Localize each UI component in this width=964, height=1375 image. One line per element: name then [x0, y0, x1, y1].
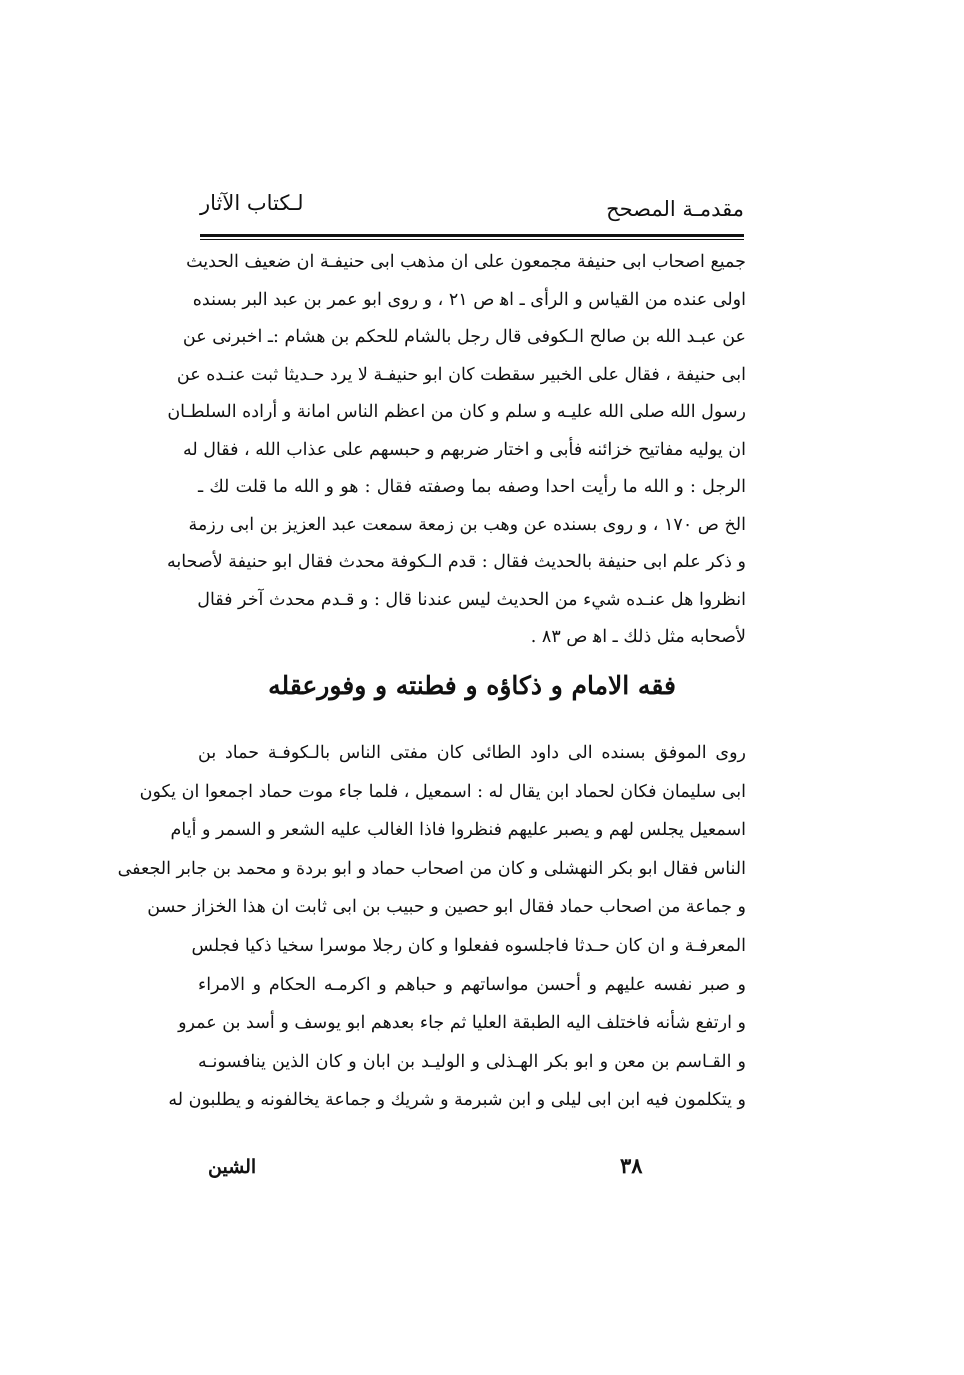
text-line: ابى سليمان فكان لحماد ابن يقال له : اسمعيل ، فلما جاء موت حماد اجمعوا ان يكون	[139, 781, 746, 802]
text-line: اسمعيل يجلس لهم و يصبر عليهم فنظروا فاذا الغالب عليه الشعر و السمر و أيام	[170, 820, 746, 841]
text-line: و جماعة من اصحاب حماد فقال ابو حصين و حبيب بن ابى ثابت ان هذا الخزاز حسن	[147, 897, 746, 918]
text-line: انظروا هل عنـده شيء من الحديث ليس عندنا قال : و قـدم محدث آخر فقال	[197, 589, 746, 610]
text-line: اولى عنده من القياس و الرأى ـ اﻫ ص ٢١ ، و روى ابو عمر بن عبد البر بسنده	[192, 289, 746, 310]
text-line: و صبر نفسه عليهم و أحسن مواساتهم و حباهم و اكرمـه الحكام و الامراء	[198, 974, 746, 995]
text-line: ان يوليه مفاتيح خزائنه فأبى و اختار ضربهم و حبسهم على عذاب الله ، فقال له	[182, 439, 746, 460]
text-line: عن عبـد الله بن صالح الـكوفى قال رجل بالشام للحكم بن هشام :ـ اخبرنى عن	[182, 327, 746, 347]
text-line: و ارتفع شأنه فاختلف اليه الطبقة العليا ثم جاء بعدهم ابو يوسف و أسد بن عمرو	[178, 1013, 746, 1034]
text-line: روى الموفق بسنده الى داود الطائى كان مفتى الناس بالـكوفـة حماد بن	[198, 743, 746, 763]
text-line: ابى حنيفة ، فقال على الخبير سقطت كان ابو حنيفـة لا يرد حـديثا ثبت عنـده عن	[176, 364, 746, 385]
header-rule-thick	[200, 234, 744, 237]
second-text-block	[117, 734, 746, 1120]
text-line: و ذكر علم ابى حنيفة بالحديث فقال : قدم الـكوفة محدث فقال ابو حنيفة لأصحابه	[166, 552, 746, 572]
text-line: لأصحابه مثل ذلك ـ اﻫ ص ٨٣ .	[530, 627, 746, 647]
page-footer	[200, 1148, 744, 1188]
paragraph-1	[166, 244, 746, 657]
text-line: الناس فقال ابو بكر النهشلى و كان من اصحاب حماد و ابو بردة و محمد بن جابر الجعفى	[117, 858, 746, 879]
header-rule-thin	[200, 239, 744, 240]
text-line: الخ ص ١٧٠ ، و روى بسنده عن وهب بن زمعة سمعت عبد العزيز بن ابى رزمة	[188, 514, 746, 535]
text-line: جميع اصحاب ابى حنيفة مجمعون على ان مذهب ابى حنيفـة ان ضعيف الحديث	[186, 252, 746, 272]
header-right-title: مقدمـة المصحح	[606, 197, 744, 221]
page-number: ٣٨	[620, 1153, 643, 1178]
text-line: و القـاسم بن معن و ابو بكر الهـذلى و الوليـد بن ابان و كان الذين ينافسونـه	[198, 1051, 746, 1072]
section-heading: فقه الامام و ذكاؤه و فطنته و وفورعقله	[268, 671, 676, 700]
header-left-title: لـكتاب الآثار	[200, 191, 304, 215]
text-line: رسول الله صلى الله عليـه و سلم و كان من اعظم الناس امانة و أراده السلطـان	[167, 402, 746, 422]
text-line: و يتكلمون فيه ابن ابى ليلى و ابن شبرمة و شريك و جماعة يخالفونه و يطلبون له	[168, 1090, 746, 1111]
paragraph-2	[117, 734, 746, 1120]
first-text-block	[166, 244, 746, 657]
text-line: الرجل : و الله ما رأيت احدا وصفه بما وصفته فقال : هو و الله ما قلت لك ـ	[198, 477, 746, 497]
text-line: المعرفـة و ان كان حـدثا فاجلسوه ففعلوا و كان رجلا موسرا سخيا ذكيا فجلس	[191, 935, 746, 956]
running-header	[200, 188, 744, 226]
catchword: الشين	[208, 1156, 257, 1178]
